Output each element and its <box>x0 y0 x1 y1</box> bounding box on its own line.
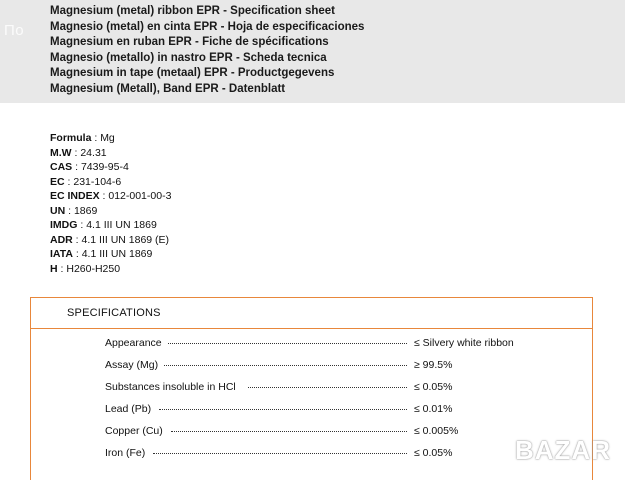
property-adr: ADR : 4.1 III UN 1869 (E) <box>50 233 170 246</box>
property-mw: M.W : 24.31 <box>50 146 107 159</box>
spec-label: Copper (Cu) <box>105 425 163 437</box>
leader-dots <box>171 431 407 432</box>
spec-row-insoluble <box>105 380 535 394</box>
spec-label: Assay (Mg) <box>105 359 159 371</box>
header-band <box>0 0 625 103</box>
spec-row-copper <box>105 424 535 438</box>
spec-row-appearance <box>105 336 535 350</box>
spec-label: Lead (Pb) <box>105 403 152 415</box>
specifications-heading: SPECIFICATIONS <box>31 298 592 329</box>
corner-watermark: По <box>4 22 25 39</box>
property-un: UN : 1869 <box>50 204 98 217</box>
title-line-nl: Magnesium in tape (metaal) EPR - Productgegevens <box>50 67 335 79</box>
property-formula: Formula : Mg <box>50 132 115 144</box>
bazar-watermark-logo: BAZAR <box>515 435 611 465</box>
spec-row-lead <box>105 402 535 416</box>
leader-dots <box>153 453 407 454</box>
spec-label: Substances insoluble in HCl <box>105 381 236 393</box>
spec-label: Iron (Fe) <box>105 447 146 459</box>
title-line-fr: Magnesium en ruban EPR - Fiche de spécifications <box>50 36 329 48</box>
spec-value: ≥ 99.5% <box>414 359 453 371</box>
leader-dots <box>248 387 407 388</box>
property-ec: EC : 231-104-6 <box>50 175 122 188</box>
title-line-es: Magnesio (metal) en cinta EPR - Hoja de especificaciones <box>50 20 365 33</box>
spec-value: ≤ 0.05% <box>414 381 453 393</box>
leader-dots <box>164 365 407 366</box>
spec-value: ≤ 0.05% <box>414 447 453 459</box>
title-block <box>50 4 364 97</box>
spec-row-assay <box>105 358 535 372</box>
spec-value: ≤ 0.005% <box>414 425 459 437</box>
spec-label: Appearance <box>105 337 162 349</box>
spec-row-iron <box>105 446 535 460</box>
spec-value: ≤ 0.01% <box>414 403 453 415</box>
leader-dots <box>159 409 407 410</box>
specifications-box <box>30 297 593 480</box>
property-h: H : H260-H250 <box>50 262 121 275</box>
spec-value: ≤ Silvery white ribbon <box>414 337 514 349</box>
leader-dots <box>168 343 407 344</box>
property-cas: CAS : 7439-95-4 <box>50 161 129 173</box>
property-ec-index: EC INDEX : 012-001-00-3 <box>50 190 172 202</box>
property-iata: IATA : 4.1 III UN 1869 <box>50 248 153 260</box>
property-imdg: IMDG : 4.1 III UN 1869 <box>50 219 157 231</box>
title-line-de: Magnesium (Metall), Band EPR - Datenblatt <box>50 82 286 95</box>
title-line-en: Magnesium (metal) ribbon EPR - Specification sheet <box>50 5 335 17</box>
title-line-it: Magnesio (metallo) in nastro EPR - Scheda tecnica <box>50 51 327 64</box>
properties-list <box>50 131 171 276</box>
